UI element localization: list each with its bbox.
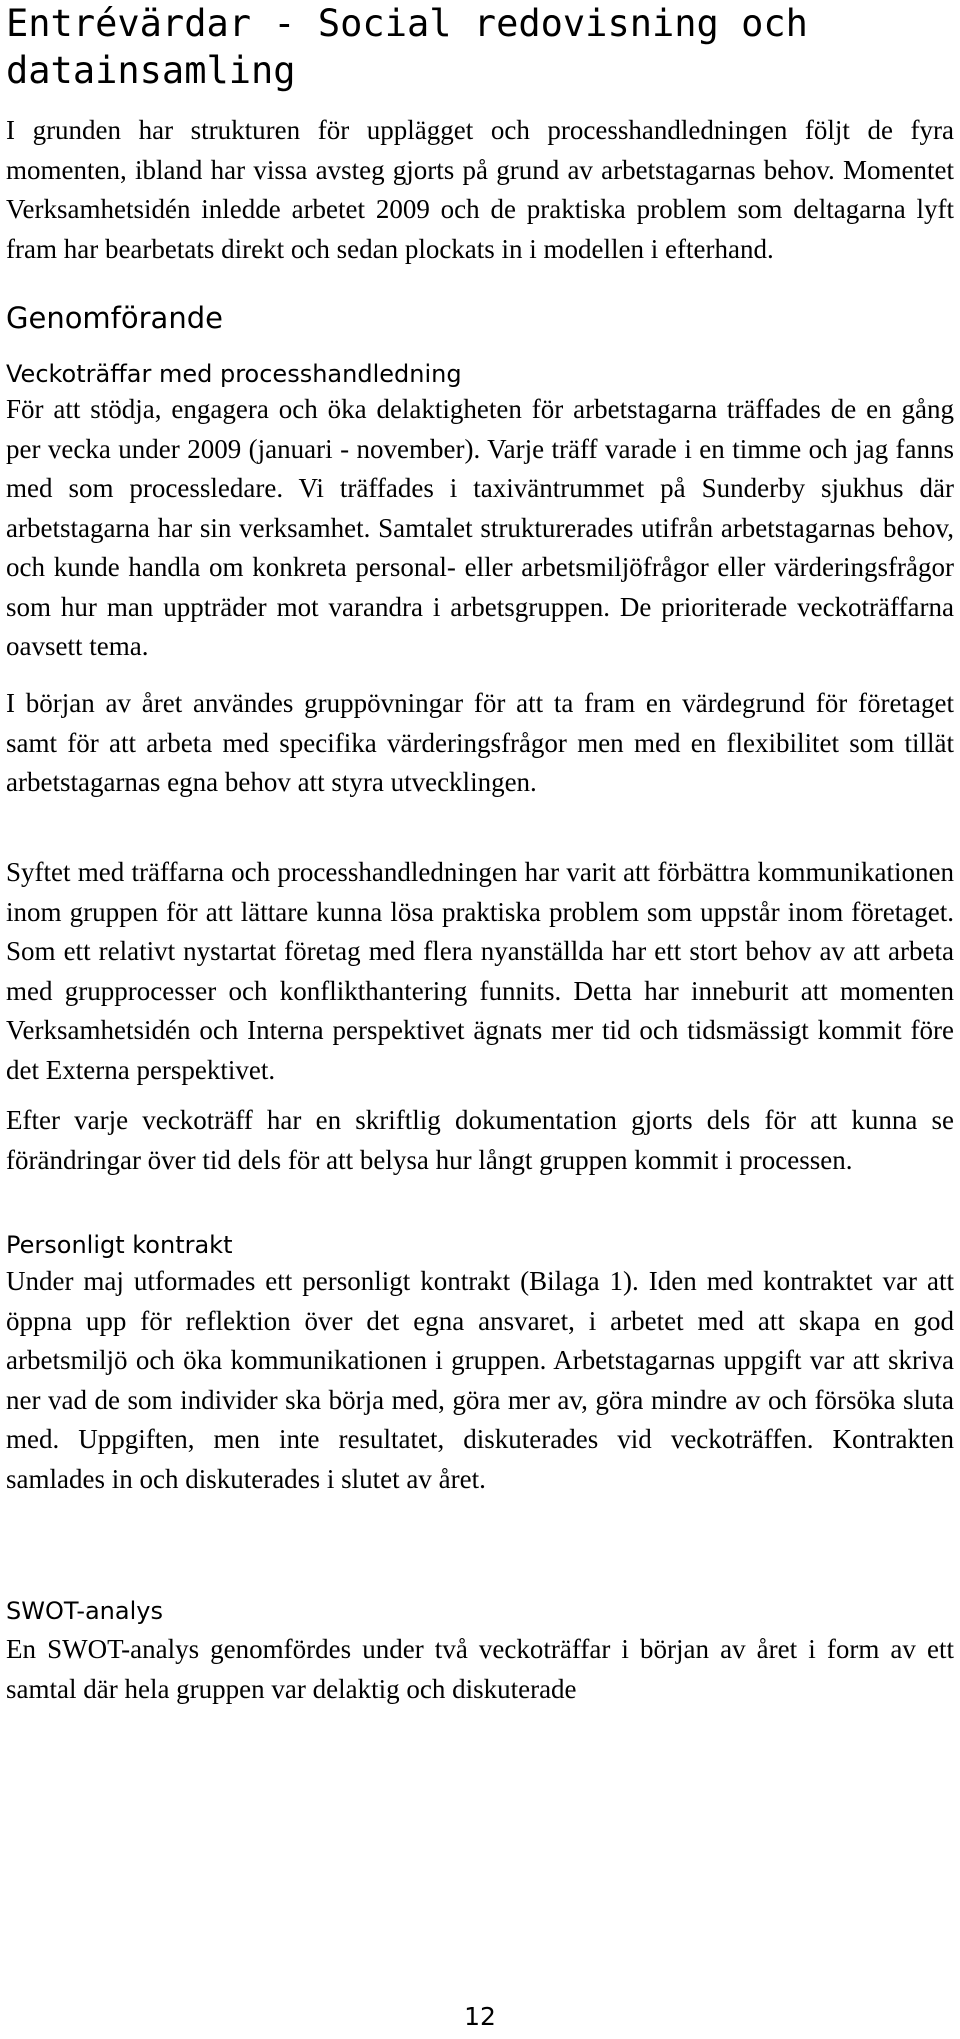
veckotraffar-paragraph-3: Syftet med träffarna och processhandledningen har varit att förbättra kommunikationen inom gruppen för att lättare kunna lösa praktiska problem som uppstår inom företaget. Som ett relativt nystartat företag med flera nyanställda har ett stort behov av att arbeta med grupprocesser och konflikthantering funnits. Detta har inneburit att momenten Verksamhetsidén och Interna perspektivet ägnats mer tid och tidsmässigt kommit före det Externa perspektivet. — [6, 857, 954, 1085]
subsection-heading-swot: SWOT-analys — [6, 1597, 163, 1625]
subsection-heading-kontrakt: Personligt kontrakt — [6, 1231, 233, 1259]
swot-paragraph-1: En SWOT-analys genomfördes under två veckoträffar i början av året i form av ett samtal där hela gruppen var delaktig och diskuterade — [6, 1634, 954, 1704]
veckotraffar-paragraph-1: För att stödja, engagera och öka delaktigheten för arbetstagarna träffades de en gång per vecka under 2009 (januari - november). Varje träff varade i en timme och jag fanns med som processledare. Vi träffades i taxiväntrummet på Sunderby sjukhus där arbetstagarna har sin verksamhet. Samtalet strukturerades utifrån arbetstagarnas behov, och kunde handla om konkreta personal- eller arbetsmiljöfrågor eller värderingsfrågor som hur man uppträder mot varandra i arbetsgruppen. De prioriterade veckoträffarna oavsett tema. — [6, 394, 954, 661]
veckotraffar-paragraph-4: Efter varje veckoträff har en skriftlig dokumentation gjorts dels för att kunna se förändringar över tid dels för att belysa hur långt gruppen kommit i processen. — [6, 1105, 954, 1175]
veckotraffar-paragraph-2: I början av året användes gruppövningar för att ta fram en värdegrund för företaget samt för att arbeta med specifika värderingsfrågor men med en flexibilitet som tillät arbetstagarnas egna behov att styra utvecklingen. — [6, 688, 954, 797]
intro-paragraph: I grunden har strukturen för upplägget och processhandledningen följt de fyra momenten, ibland har vissa avsteg gjorts på grund av arbetstagarnas behov. Momentet Verksamhetsidén inledde arbetet 2009 och de praktiska problem som deltagarna lyft fram har bearbetats direkt och sedan plockats in i modellen i efterhand. — [6, 115, 954, 264]
subsection-heading-veckotraffar: Veckoträffar med processhandledning — [6, 360, 462, 388]
section-heading-genomforande: Genomförande — [6, 301, 223, 335]
page-number: 12 — [464, 2002, 496, 2031]
kontrakt-paragraph-1: Under maj utformades ett personligt kontrakt (Bilaga 1). Iden med kontraktet var att öppna upp för reflektion över det egna ansvaret, i arbetet med att skapa en god arbetsmiljö och öka kommunikationen i gruppen. Arbetstagarnas uppgift var att skriva ner vad de som individer ska börja med, göra mer av, göra mindre av och försöka sluta med. Uppgiften, men inte resultatet, diskuterades vid veckoträffen. Kontrakten samlades in och diskuterades i slutet av året. — [6, 1266, 954, 1494]
document-title: Entrévärdar - Social redovisning och datainsamling — [6, 2, 808, 92]
